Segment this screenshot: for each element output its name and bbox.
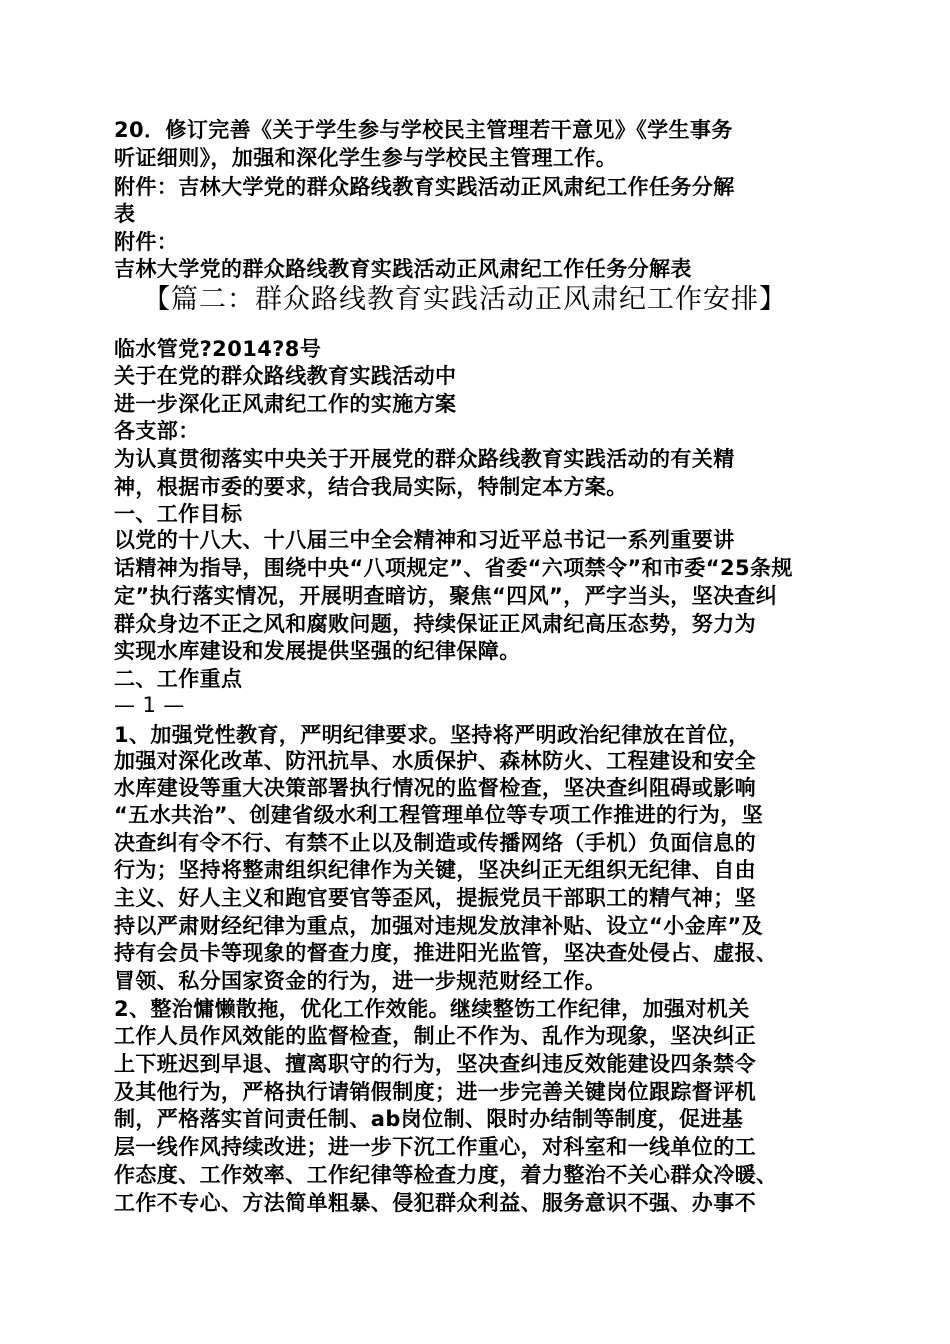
text-line: 工作不专心、方法简单粗暴、侵犯群众利益、服务意识不强、办事不 [114, 1191, 756, 1215]
document-title: 进一步深化正风肃纪工作的实施方案 [114, 392, 457, 416]
section-title: 一、工作目标 [114, 502, 243, 526]
text-line: 持以严肃财经纪律为重点，加强对违规发放津补贴、设立“小金库”及 [114, 914, 764, 938]
text-line: 以党的十八大、十八届三中全会精神和习近平总书记一系列重要讲 [114, 528, 735, 552]
text-line: 为认真贯彻落实中央关于开展党的群众路线教育实践活动的有关精 [114, 447, 735, 471]
page-number: — 1 — [114, 693, 185, 717]
text-line: 冒领、私分国家资金的行为，进一步规范财经工作。 [114, 969, 607, 993]
text-line: 群众身边不正之风和腐败问题，持续保证正风肃纪高压态势，努力为 [114, 612, 756, 636]
text-line: 水库建设等重大决策部署执行情况的监督检查，坚决查纠阻碍或影响 [114, 776, 756, 800]
text-line: 持有会员卡等现象的督查力度，推进阳光监管，坚决查处侵占、虚报、 [114, 941, 778, 965]
text-line: 神，根据市委的要求，结合我局实际，特制定本方案。 [114, 475, 628, 499]
text-line: 1、加强党性教育，严明纪律要求。坚持将严明政治纪律放在首位， [114, 723, 750, 747]
text-line: 加强对深化改革、防汛抗旱、水质保护、森林防火、工程建设和安全 [114, 749, 756, 773]
text-line: 决查纠有令不行、有禁不止以及制造或传播网络（手机）负面信息的 [114, 831, 756, 855]
text-line: 工作人员作风效能的监督检查，制止不作为、乱作为现象，坚决纠正 [114, 1024, 756, 1048]
text-line: 主义、好人主义和跑官要官等歪风，提振党员干部职工的精气神；坚 [114, 886, 756, 910]
section-heading: 【篇二：群众路线教育实践活动正风肃纪工作安排】 [143, 284, 787, 315]
text-line: “五水共治”、创建省级水利工程管理单位等专项工作推进的行为，坚 [114, 803, 764, 827]
text-line: 听证细则》，加强和深化学生参与学校民主管理工作。 [114, 146, 618, 170]
text-line: 附件： [114, 230, 179, 254]
text-line: 实现水库建设和发展提供坚强的纪律保障。 [114, 639, 521, 663]
text-line: 层一线作风持续改进；进一步下沉工作重心，对科室和一线单位的工 [114, 1135, 756, 1159]
text-line: 定”执行落实情况，开展明查暗访，聚焦“四风”，严字当头，坚决查纠 [114, 584, 778, 608]
document-title: 关于在党的群众路线教育实践活动中 [114, 364, 457, 388]
text-line: 上下班迟到早退、擅离职守的行为，坚决查纠违反效能建设四条禁令 [114, 1052, 756, 1076]
text-line: 附件：吉林大学党的群众路线教育实践活动正风肃纪工作任务分解 [114, 175, 735, 199]
section-title: 二、工作重点 [114, 667, 243, 691]
text-line: 制，严格落实首问责任制、ab岗位制、限时办结制等制度，促进基 [114, 1107, 744, 1131]
text-line: 20．修订完善《关于学生参与学校民主管理若干意见》《学生事务 [114, 118, 733, 142]
salutation: 各支部： [114, 419, 200, 443]
text-line: 行为；坚持将整肃组织纪律作为关键，坚决纠正无组织无纪律、自由 [114, 858, 756, 882]
document-number: 临水管党?2014?8号 [114, 337, 322, 361]
text-line: 作态度、工作效率、工作纪律等检查力度，着力整治不关心群众冷暖、 [114, 1163, 778, 1187]
text-line: 2、整治慵懒散拖，优化工作效能。继续整饬工作纪律，加强对机关 [114, 997, 750, 1021]
text-line: 话精神为指导，围绕中央“八项规定”、省委“六项禁令”和市委“25条规 [114, 556, 793, 580]
text-line: 表 [114, 202, 136, 226]
text-line: 吉林大学党的群众路线教育实践活动正风肃纪工作任务分解表 [114, 257, 692, 281]
text-line: 及其他行为，严格执行请销假制度；进一步完善关键岗位跟踪督评机 [114, 1080, 756, 1104]
